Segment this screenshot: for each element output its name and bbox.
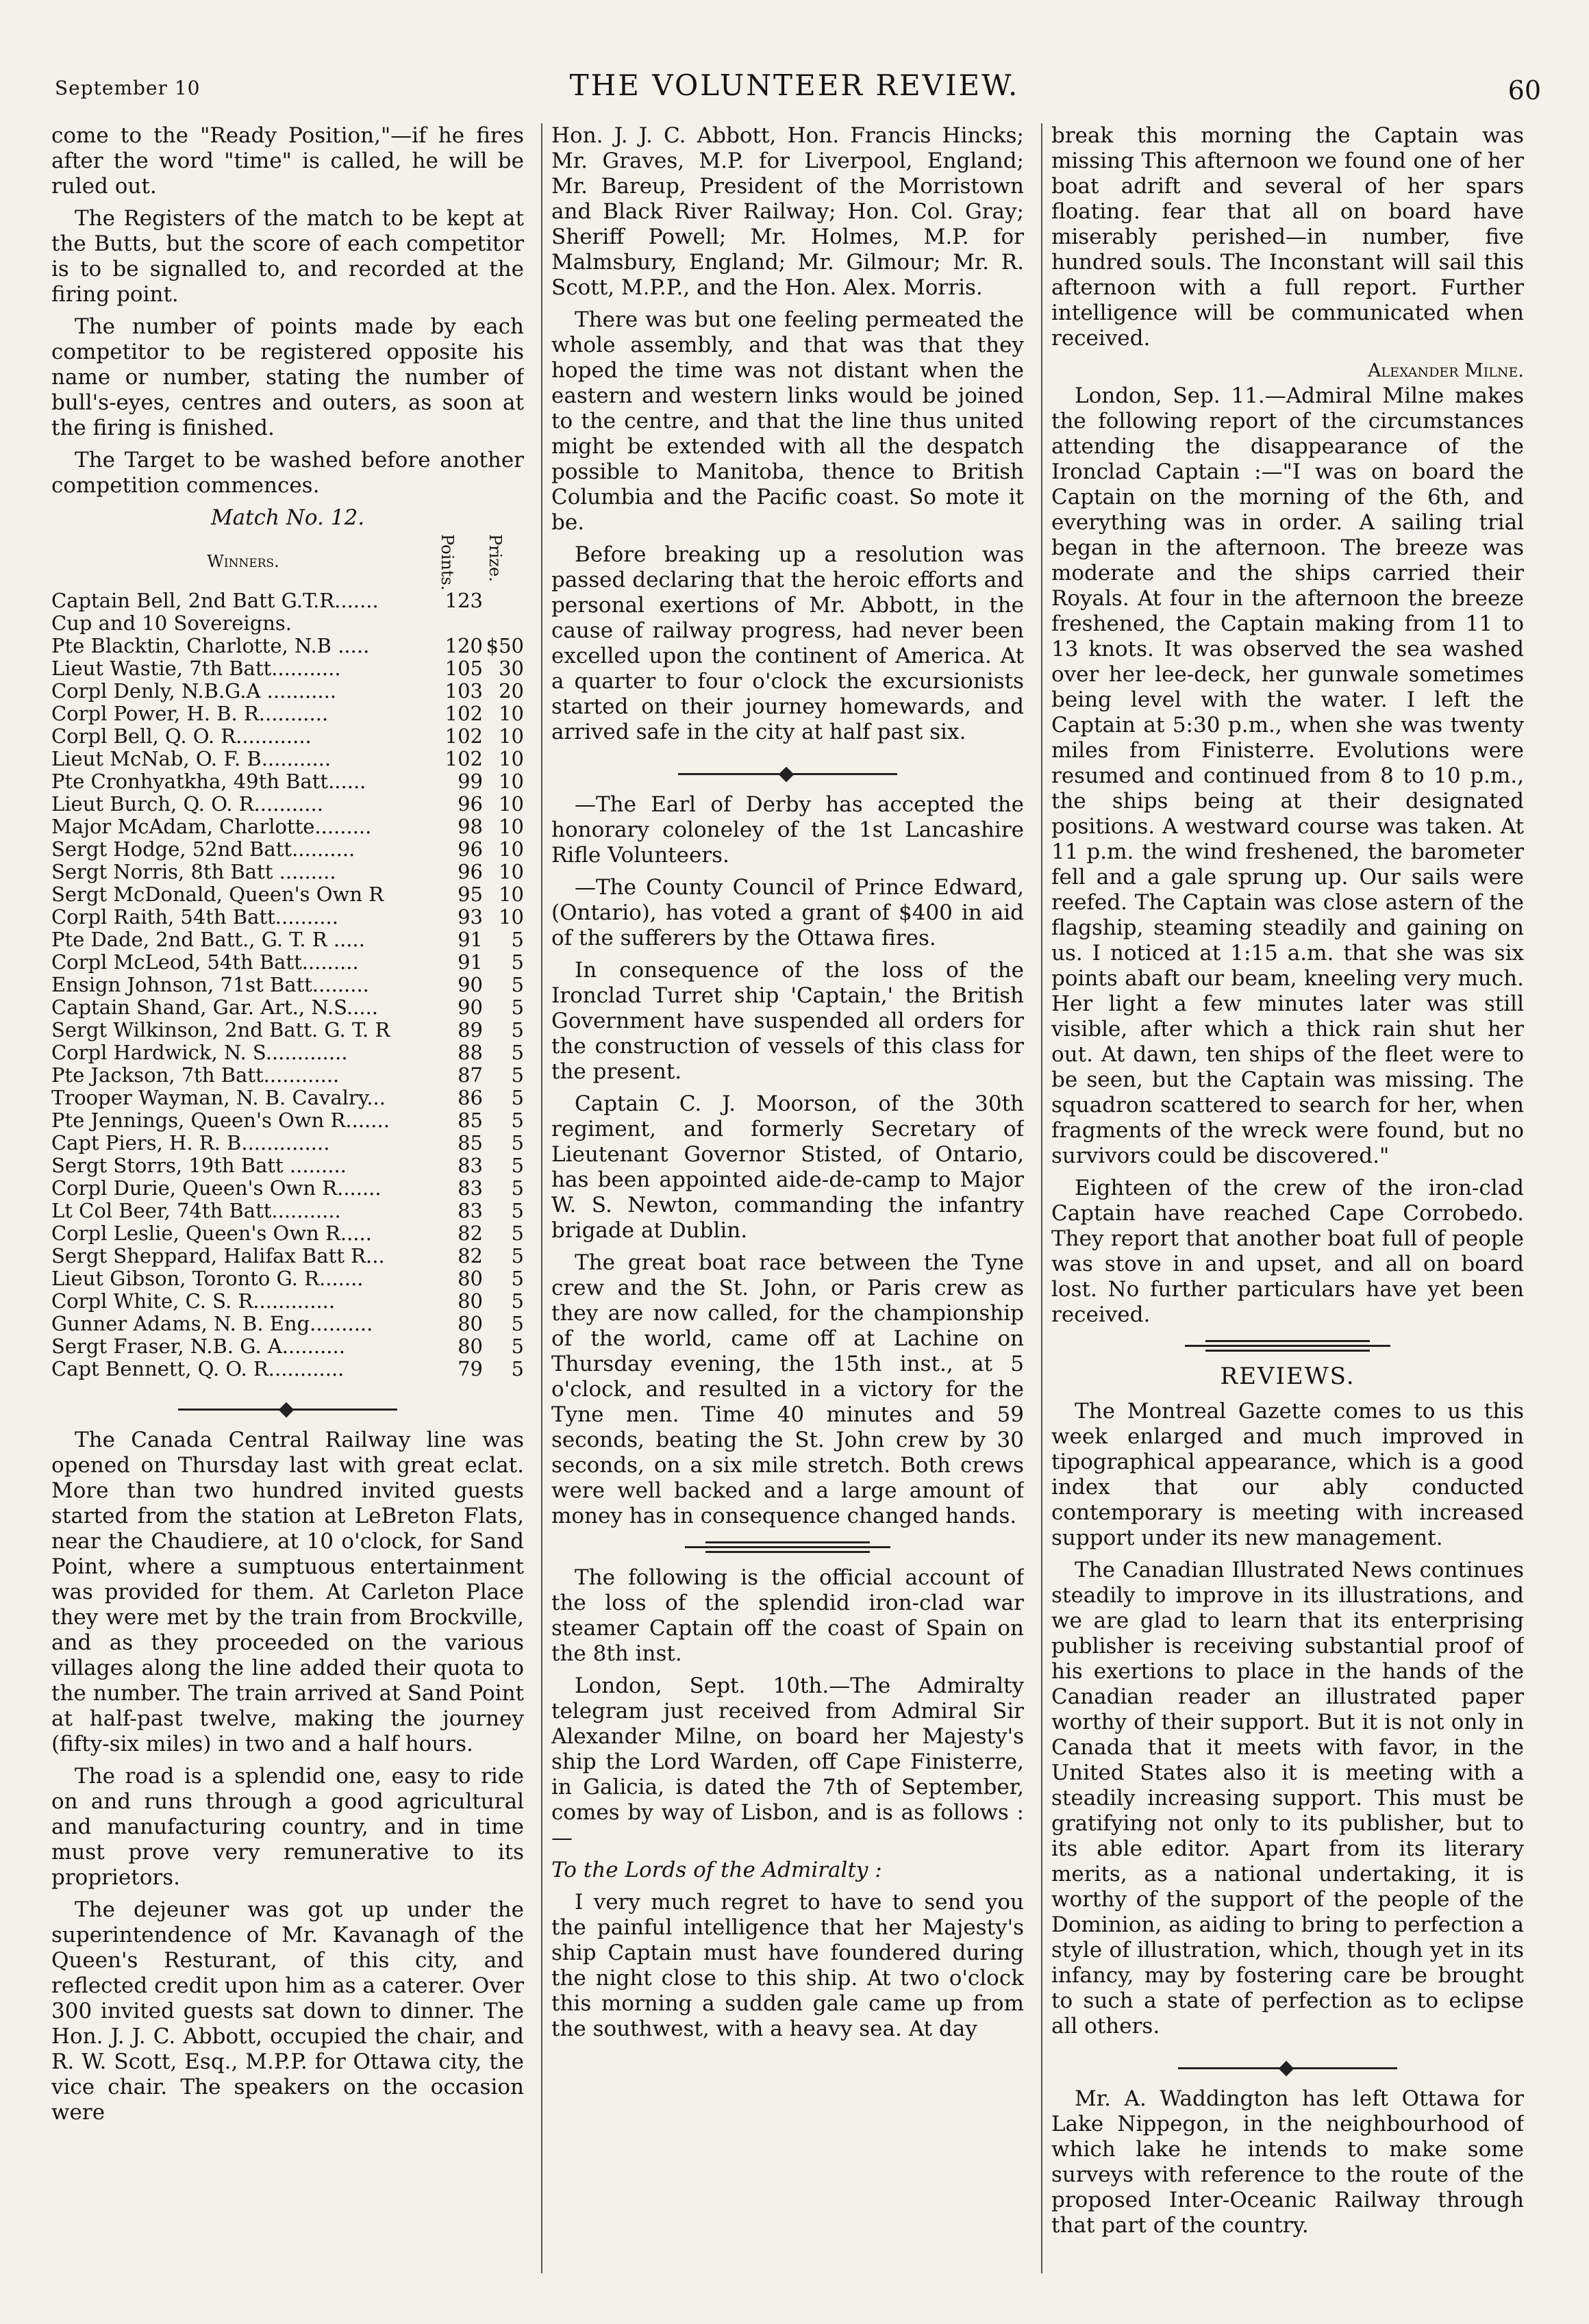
points-label: Points. <box>438 534 457 591</box>
winner-points: 102 <box>445 747 483 770</box>
winner-name: Pte Cronhyatkha, 49th Batt...... <box>51 770 366 793</box>
winner-name: Capt Piers, H. R. B.............. <box>51 1131 330 1154</box>
winner-prize: 10 <box>499 905 524 929</box>
section-separator <box>1051 1340 1524 1352</box>
paragraph: Hon. J. J. C. Abbott, Hon. Francis Hincks; Mr. Graves, M.P. for Liverpool, England; Mr. Bareup, President of the Morristown and Black River Railway; Hon. Col. Gray; Sheriff Powell; Mr. Holmes, M.P. for Malmsbury, England; Mr. Gilmour; Mr. R. Scott, M.P.P., and the Hon. Alex. Morris. <box>551 123 1024 300</box>
winner-name: Corpl McLeod, 54th Batt......... <box>51 950 359 974</box>
paragraph: The following is the official account of the loss of the splendid iron-clad war steamer Captain off the coast of Spain on the 8th inst. <box>551 1565 1024 1666</box>
winner-points: 93 <box>458 905 483 929</box>
winners-body <box>51 590 524 1380</box>
winner-prize: 5 <box>511 928 524 951</box>
letter-salutation: To the Lords of the Admiralty : <box>551 1858 882 1882</box>
winner-prize: 5 <box>511 1154 524 1177</box>
winner-row <box>51 680 524 703</box>
winner-row <box>51 1358 524 1380</box>
paragraph: In consequence of the loss of the Ironclad Turret ship 'Captain,' the British Government have suspended all orders for the construction of vessels of this class for the present. <box>551 958 1024 1084</box>
winner-name: Corpl Durie, Queen's Own R....... <box>51 1176 381 1200</box>
winner-prize: 10 <box>499 770 524 793</box>
winner-points: 79 <box>458 1357 483 1380</box>
column-divider <box>541 123 542 2273</box>
winner-points: 103 <box>445 679 483 703</box>
winner-points: 123 <box>445 589 483 612</box>
winner-row <box>51 725 524 748</box>
winner-points: 96 <box>458 792 483 816</box>
paragraph: —The County Council of Prince Edward, (Ontario), has voted a grant of $400 in aid of the sufferers by the Ottawa fires. <box>551 875 1024 950</box>
winner-prize <box>483 612 524 635</box>
winner-row <box>51 1087 524 1109</box>
winner-points: 90 <box>458 996 483 1019</box>
winner-row <box>51 748 524 770</box>
winner-row <box>51 1222 524 1245</box>
winner-name: Ensign Johnson, 71st Batt......... <box>51 973 369 996</box>
page-number: 60 <box>1507 75 1541 105</box>
prize-label: Prize. <box>486 534 505 582</box>
winner-points: 80 <box>458 1289 483 1313</box>
column-3 <box>1051 123 1524 2273</box>
paragraph: Eighteen of the crew of the iron-clad Captain have reached Cape Corrobedo. They report that another boat full of people was stove in and upset, and all on board lost. No further particulars have yet been received. <box>1051 1176 1524 1327</box>
winner-prize: 10 <box>499 792 524 816</box>
winner-name: Sergt Hodge, 52nd Batt.......... <box>51 837 355 861</box>
winner-points: 96 <box>458 860 483 883</box>
winner-name: Lieut Gibson, Toronto G. R....... <box>51 1267 364 1290</box>
winner-name: Capt Bennett, Q. O. R............ <box>51 1357 345 1380</box>
winner-prize: 5 <box>511 1312 524 1335</box>
winner-prize: 20 <box>499 679 524 703</box>
winner-prize: 5 <box>511 1041 524 1064</box>
winner-points: 80 <box>458 1335 483 1358</box>
winner-name: Lieut Burch, Q. O. R........... <box>51 792 323 816</box>
winners-table <box>51 533 524 1380</box>
winner-prize: 10 <box>499 860 524 883</box>
column-divider <box>1041 123 1042 2273</box>
winner-row <box>51 861 524 883</box>
winner-points: 87 <box>458 1063 483 1087</box>
winner-points: 95 <box>458 883 483 906</box>
winner-prize: 5 <box>511 1018 524 1041</box>
winner-row <box>51 1267 524 1290</box>
paragraph: London, Sept. 10th.—The Admiralty telegram just received from Admiral Sir Alexander Milne, on board her Majesty's ship the Lord Warden, off Cape Finisterre, in Galicia, is dated the 7th of September, comes by way of Lisbon, and is as follows :— <box>551 1673 1024 1850</box>
winner-name: Pte Jackson, 7th Batt............ <box>51 1063 340 1087</box>
winner-name: Cup and 10 Sovereigns. <box>51 611 292 635</box>
winner-row <box>51 1290 524 1313</box>
paragraph: The Target to be washed before another competition commences. <box>51 448 524 498</box>
winner-name: Lieut McNab, O. F. B........... <box>51 747 331 770</box>
winner-prize: 5 <box>511 1086 524 1109</box>
winner-name: Lieut Wastie, 7th Batt........... <box>51 657 341 680</box>
winner-points: 105 <box>445 657 483 680</box>
winner-row <box>51 770 524 793</box>
paragraph: The Canada Central Railway line was opened on Thursday last with great eclat. More than two hundred invited guests started from the station at LeBreton Flats, near the Chaudiere, at 10 o'clock, for Sand Point, where a sumptuous entertainment was provided for them. At Carleton Place they were met by the train from Brockville, and as they proceeded on the various villages along the line added their quota to the number. The train arrived at Sand Point at half-past twelve, making the journey (fifty-six miles) in two and a half hours. <box>51 1428 524 1756</box>
winner-row <box>51 951 524 974</box>
section-separator <box>551 756 1024 781</box>
winner-points: 82 <box>458 1244 483 1267</box>
winners-header: Winners. <box>207 551 279 571</box>
winner-points: 85 <box>458 1131 483 1154</box>
winner-name: Major McAdam, Charlotte......... <box>51 815 372 838</box>
winner-points: 80 <box>458 1267 483 1290</box>
winner-points <box>435 612 483 635</box>
winner-prize: 5 <box>511 1063 524 1087</box>
winner-points: 90 <box>458 973 483 996</box>
paragraph: come to the "Ready Position,"—if he fires after the word "time" is called, he will be ruled out. <box>51 123 524 199</box>
winner-row <box>51 1245 524 1267</box>
winner-prize: 5 <box>511 996 524 1019</box>
winner-row <box>51 1335 524 1358</box>
winner-row <box>51 1154 524 1177</box>
winner-prize: $50 <box>486 634 524 657</box>
winner-prize: 5 <box>511 1199 524 1222</box>
winner-name: Captain Shand, Gar. Art., N.S..... <box>51 996 379 1019</box>
paragraph: Captain C. J. Moorson, of the 30th regiment, and formerly Secretary of Lieutenant Governor Stisted, of Ontario, has been appointed aide-de-camp to Major W. S. Newton, commanding the infantry brigade at Dublin. <box>551 1091 1024 1243</box>
winner-prize: 10 <box>499 724 524 748</box>
winner-prize: 5 <box>511 1289 524 1313</box>
winner-points: 120 <box>445 634 483 657</box>
winner-name: Captain Bell, 2nd Batt G.T.R....... <box>51 589 379 612</box>
winner-points: 102 <box>445 724 483 748</box>
winner-row <box>51 929 524 951</box>
winner-row <box>51 838 524 861</box>
winner-row <box>51 996 524 1019</box>
winner-name: Gunner Adams, N. B. Eng.......... <box>51 1312 373 1335</box>
winner-row <box>51 612 524 635</box>
winner-name: Lt Col Beer, 74th Batt........... <box>51 1199 341 1222</box>
column-1 <box>51 123 524 2273</box>
winner-row <box>51 816 524 838</box>
winner-row <box>51 1041 524 1064</box>
reviews-heading: REVIEWS. <box>1220 1363 1355 1390</box>
paragraph: break this morning the Captain was missing This afternoon we found one of her boat adrift and several of her spars floating. fear that all on board have miserably perished—in number, five hundred souls. The Inconstant will sail this afternoon with a full report. Further intelligence will be communicated when received. <box>1051 123 1524 351</box>
winner-name: Corpl Power, H. B. R........... <box>51 702 329 725</box>
winner-row <box>51 1132 524 1154</box>
winner-row <box>51 1177 524 1200</box>
winner-points: 91 <box>458 928 483 951</box>
winner-name: Pte Dade, 2nd Batt., G. T. R ..... <box>51 928 365 951</box>
winner-row <box>51 1109 524 1132</box>
section-separator <box>51 1391 524 1417</box>
winner-prize: 5 <box>511 1335 524 1358</box>
paragraph: The Montreal Gazette comes to us this week enlarged and much improved in tipographical appearance, which is a good index that our ably conducted contemporary is meeting with increased support under its new management. <box>1051 1399 1524 1550</box>
winner-name: Sergt Sheppard, Halifax Batt R... <box>51 1244 385 1267</box>
paragraph: The Canadian Illustrated News continues steadily to improve in its illustrations, and we are glad to learn that its enterprising publisher is receiving substantial proof of his exertions to place in the hands of the Canadian reader an illustrated paper worthy of their support. But it is not only in Canada that it meets with favor, in the United States also it is meeting with a steadily increasing support. This must be gratifying not only to its publisher, but to its able editor. Apart from its literary merits, as a national undertaking, it is worthy of the support of the people of the Dominion, as aiding to bring to perfection a style of illustration, which, though yet in its infancy, may by fostering care be brought to such a state of perfection as to eclipse all others. <box>1051 1558 1524 2038</box>
paragraph: The road is a splendid one, easy to ride on and runs through a good agricultural and manufacturing country, and in time must prove very remunerative to its proprietors. <box>51 1764 524 1890</box>
winner-row <box>51 1200 524 1222</box>
winner-points: 80 <box>458 1312 483 1335</box>
winner-row <box>51 1313 524 1335</box>
prize-header <box>483 533 524 590</box>
winner-name: Sergt Wilkinson, 2nd Batt. G. T. R <box>51 1018 390 1041</box>
winner-points: 82 <box>458 1222 483 1245</box>
paragraph: Mr. A. Waddington has left Ottawa for Lake Nippegon, in the neighbourhood of which lake he intends to make some surveys with reference to the route of the proposed Inter-Oceanic Railway through that part of the country. <box>1051 2086 1524 2238</box>
winner-row <box>51 974 524 996</box>
winner-row <box>51 906 524 929</box>
winner-points: 102 <box>445 702 483 725</box>
winner-row <box>51 793 524 816</box>
winner-name: Corpl Hardwick, N. S............. <box>51 1041 348 1064</box>
winner-prize: 10 <box>499 815 524 838</box>
page-header <box>41 0 1548 116</box>
winner-points: 83 <box>458 1154 483 1177</box>
winner-prize: 5 <box>511 1176 524 1200</box>
winner-name: Pte Blacktin, Charlotte, N.B ..... <box>51 634 370 657</box>
winner-prize: 10 <box>499 883 524 906</box>
paragraph: There was but one feeling permeated the whole assembly, and that was that they hoped the time was not distant when the eastern and western links would be joined to the centre, and that the line thus united might be extended with all the despatch possible to Manitoba, thence to British Columbia and the Pacific coast. So mote it be. <box>551 307 1024 535</box>
winner-row <box>51 590 524 612</box>
signature: Alexander Milne. <box>1367 360 1524 381</box>
winner-name: Sergt McDonald, Queen's Own R <box>51 883 384 906</box>
winner-points: 83 <box>458 1176 483 1200</box>
paragraph: —The Earl of Derby has accepted the honorary coloneley of the 1st Lancashire Rifle Volunteers. <box>551 792 1024 868</box>
winner-row <box>51 883 524 906</box>
winner-row <box>51 635 524 657</box>
winner-points: 91 <box>458 950 483 974</box>
winner-points: 98 <box>458 815 483 838</box>
winner-prize: 10 <box>499 837 524 861</box>
points-header <box>435 533 483 590</box>
newspaper-title: THE VOLUNTEER REVIEW. <box>569 68 1020 102</box>
issue-date: September 10 <box>55 77 201 99</box>
paragraph: London, Sep. 11.—Admiral Milne makes the following report of the circumstances attending the disappearance of the Ironclad Captain :—"I was on board the Captain on the morning of the 6th, and everything was in order. A sailing trial began in the afternoon. The breeze was moderate and the ships carried their Royals. At four in the afternoon the breeze freshened, the Captain making from 11 to 13 knots. It was observed the sea washed over her lee-deck, her gunwale sometimes being level with the water. I left the Captain at 5:30 p.m., when she was twenty miles from Finisterre. Evolutions were resumed and continued from 8 to 10 p.m., the ships being at their designated positions. A westward course was taken. At 11 p.m. the wind freshened, the barometer fell and a gale sprung up. Our sails were reefed. The Captain was close astern of the flagship, steaming steadily and gaining on us. I noticed at 1:15 a.m. that she was six points abaft our beam, kneeling very much. Her light a few minutes later was still visible, after which a thick rain shut her out. At dawn, ten ships of the fleet were to be seen, but the Captain was missing. The squadron scattered to search for her, when fragments of the wreck were found, but no survivors could be discovered." <box>1051 383 1524 1168</box>
paragraph: The dejeuner was got up under the superintendence of Mr. Kavanagh of the Queen's Resturant, of this city, and reflected credit upon him as a caterer. Over 300 invited guests sat down to dinner. The Hon. J. J. C. Abbott, occupied the chair, and R. W. Scott, Esq., M.P.P. for Ottawa city, the vice chair. The speakers on the occasion were <box>51 1897 524 2125</box>
section-separator <box>1051 2050 1524 2075</box>
winner-name: Sergt Norris, 8th Batt ......... <box>51 860 336 883</box>
winner-name: Pte Jennings, Queen's Own R....... <box>51 1109 390 1132</box>
winner-points: 86 <box>458 1086 483 1109</box>
section-separator <box>551 1541 1024 1553</box>
paragraph: The Registers of the match to be kept at the Butts, but the score of each competitor is to be signalled to, and recorded at the firing point. <box>51 206 524 307</box>
winner-name: Corpl Denly, N.B.G.A ........... <box>51 679 337 703</box>
winner-points: 89 <box>458 1018 483 1041</box>
winner-prize: 5 <box>511 1357 524 1380</box>
winner-prize: 5 <box>511 1244 524 1267</box>
winner-row <box>51 1064 524 1087</box>
winner-points: 85 <box>458 1109 483 1132</box>
winner-prize: 5 <box>511 1109 524 1132</box>
winner-name: Corpl Leslie, Queen's Own R..... <box>51 1222 372 1245</box>
winner-name: Corpl Bell, Q. O. R............ <box>51 724 312 748</box>
winner-points: 99 <box>458 770 483 793</box>
winner-name: Sergt Fraser, N.B. G. A.......... <box>51 1335 345 1358</box>
winner-name: Corpl White, C. S. R............. <box>51 1289 336 1313</box>
paragraph: I very much regret to have to send you the painful intelligence that her Majesty's ship Captain must have foundered during the night close to this ship. At two o'clock this morning a sudden gale came up from the southwest, with a heavy sea. At day <box>551 1890 1024 2041</box>
paragraph: The great boat race between the Tyne crew and the St. John, or Paris crew as they are now called, for the championship of the world, came off at Lachine on Thursday evening, the 15th inst., at 5 o'clock, and resulted in a victory for the Tyne men. Time 40 minutes and 59 seconds, beating the St. John crew by 30 seconds, on a six mile stretch. Both crews were well backed and a large amount of money has in consequence changed hands. <box>551 1250 1024 1528</box>
winner-prize: 30 <box>499 657 524 680</box>
winner-row <box>51 703 524 725</box>
column-2 <box>551 123 1024 2273</box>
winner-prize: 5 <box>511 1131 524 1154</box>
winner-prize: 5 <box>511 973 524 996</box>
winner-row <box>51 657 524 680</box>
winner-points: 83 <box>458 1199 483 1222</box>
winner-name: Trooper Wayman, N. B. Cavalry... <box>51 1086 386 1109</box>
winner-prize: 5 <box>511 1267 524 1290</box>
winner-name: Sergt Storrs, 19th Batt ......... <box>51 1154 347 1177</box>
winner-prize: 5 <box>511 1222 524 1245</box>
winner-name: Corpl Raith, 54th Batt.......... <box>51 905 338 929</box>
winner-points: 96 <box>458 837 483 861</box>
winner-prize <box>483 590 524 612</box>
winner-prize: 5 <box>511 950 524 974</box>
match-title: Match No. 12. <box>210 505 365 530</box>
winner-row <box>51 1019 524 1041</box>
winner-prize: 10 <box>499 702 524 725</box>
winner-points: 88 <box>458 1041 483 1064</box>
winner-prize: 10 <box>499 747 524 770</box>
paragraph: The number of points made by each competitor to be registered opposite his name or number, stating the number of bull's-eyes, centres and outers, as soon at the firing is finished. <box>51 314 524 440</box>
paragraph: Before breaking up a resolution was passed declaring that the heroic efforts and personal exertions of Mr. Abbott, in the cause of railway progress, had never been excelled upon the continent of America. At a quarter to four o'clock the excursionists started on their journey homewards, and arrived safe in the city at half past six. <box>551 542 1024 744</box>
